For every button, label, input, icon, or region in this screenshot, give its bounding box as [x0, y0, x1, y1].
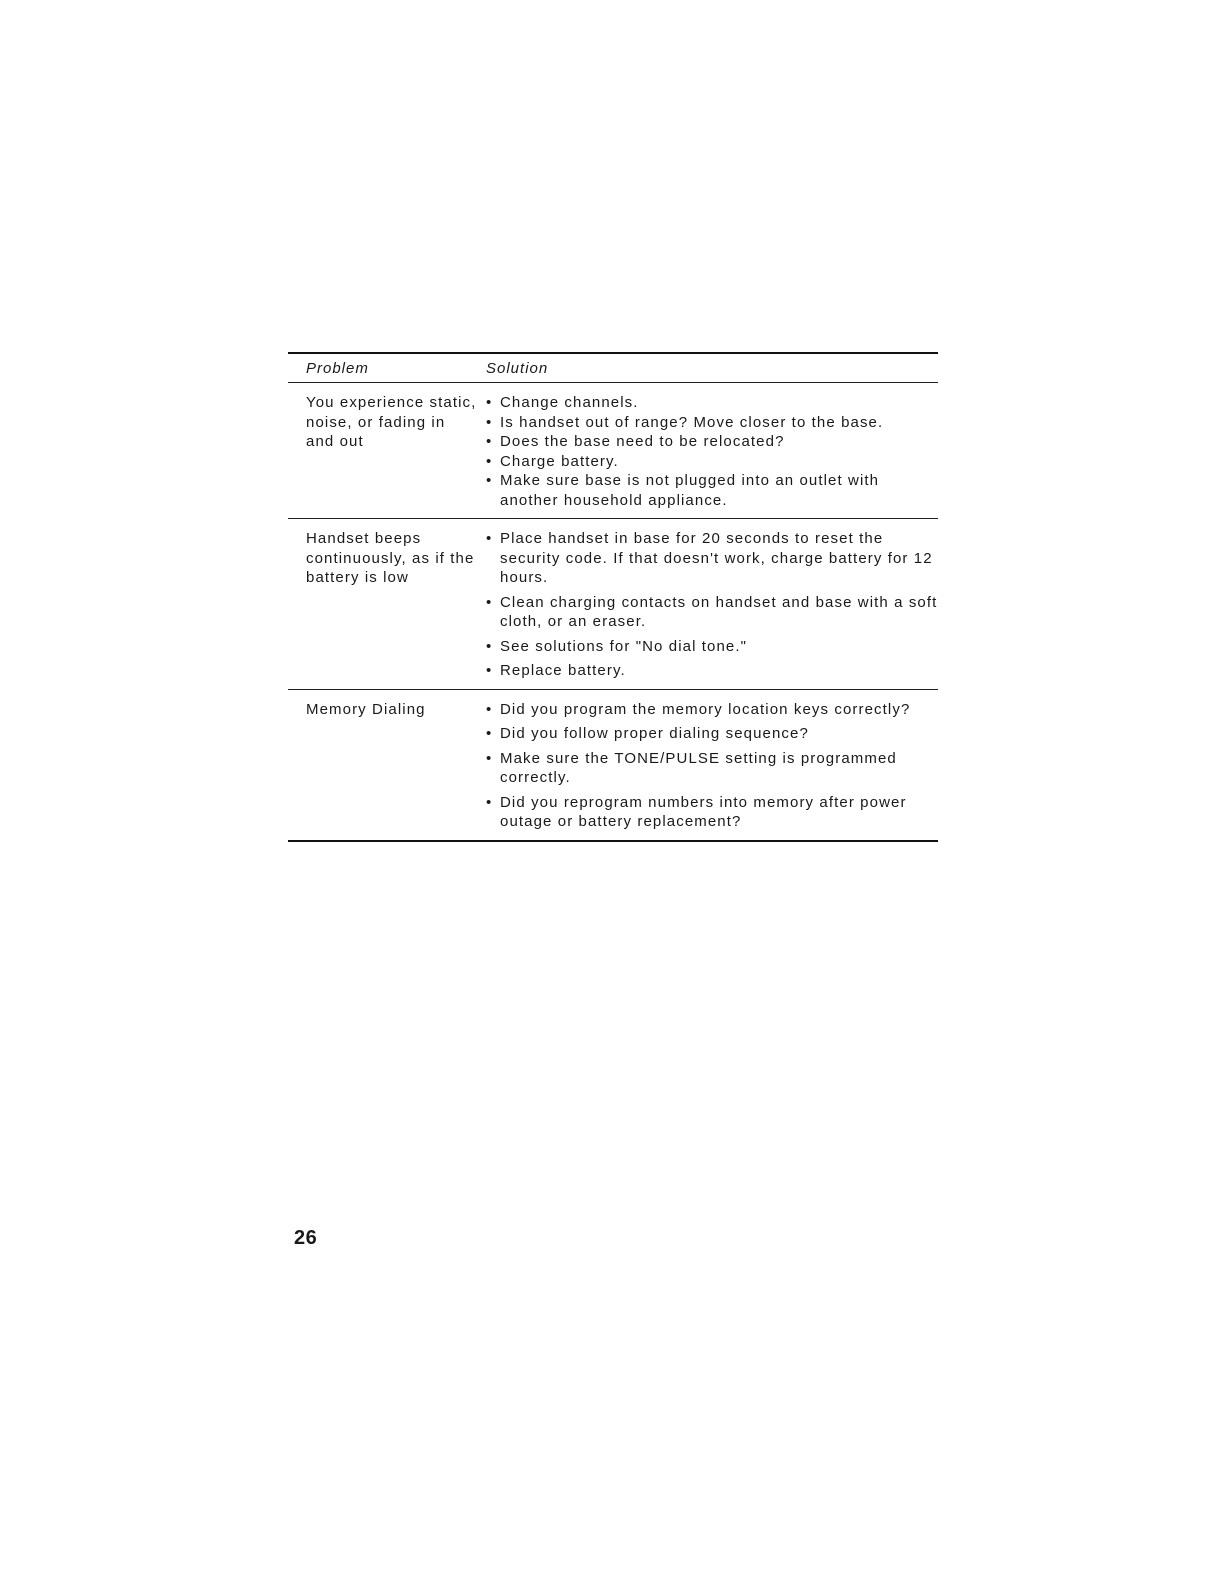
solution-text: Make sure the TONE/PULSE setting is programmed correctly.: [500, 749, 897, 786]
solution-text: Change channels.: [500, 394, 639, 411]
solution-list: [486, 529, 938, 681]
solution-item: [486, 661, 938, 681]
solution-text: Replace battery.: [500, 662, 626, 679]
page-number: 26: [294, 1227, 318, 1249]
bullet-icon: •: [486, 637, 493, 655]
troubleshooting-table: [288, 352, 938, 842]
solution-list: [486, 393, 938, 510]
problem-cell: Handset beeps continuously, as if the battery is low: [306, 530, 475, 586]
solution-list: [486, 700, 938, 832]
solution-item: [486, 724, 938, 744]
solution-text: Did you follow proper dialing sequence?: [500, 725, 809, 742]
solution-text: Does the base need to be relocated?: [500, 433, 785, 450]
problem-column-header: Problem: [306, 359, 369, 377]
solution-item: [486, 637, 938, 657]
solution-text: Did you program the memory location keys correctly?: [500, 700, 911, 718]
solution-item: [486, 749, 938, 788]
solution-item: [486, 432, 938, 452]
bullet-icon: •: [486, 452, 493, 470]
solution-item: [486, 413, 938, 433]
bullet-icon: •: [486, 793, 493, 811]
table-row: [288, 383, 938, 518]
bullet-icon: •: [486, 472, 493, 489]
bullet-icon: •: [486, 394, 493, 411]
table-row: [288, 519, 938, 689]
table-header-row: [288, 354, 938, 382]
solution-item: [486, 529, 938, 588]
solution-text: Did you reprogram numbers into memory after power outage or battery replacement?: [500, 793, 907, 830]
bullet-icon: •: [486, 749, 493, 767]
solution-text: See solutions for "No dial tone.": [500, 637, 748, 655]
solution-item: [486, 593, 938, 632]
bullet-icon: •: [486, 662, 493, 679]
problem-cell: Memory Dialing: [306, 700, 426, 718]
bullet-icon: •: [486, 725, 493, 742]
solution-text: Charge battery.: [500, 452, 619, 470]
solution-item: [486, 393, 938, 413]
solution-text: Clean charging contacts on handset and base with a soft cloth, or an eraser.: [500, 593, 938, 630]
solution-item: [486, 793, 938, 832]
solution-item: [486, 471, 938, 510]
solution-text: Place handset in base for 20 seconds to reset the security code. If that doesn't work, charge battery for 12 hours.: [500, 530, 933, 586]
bullet-icon: •: [486, 593, 493, 611]
table-row: [288, 690, 938, 840]
bullet-icon: •: [486, 413, 493, 431]
bullet-icon: •: [486, 433, 493, 450]
solution-column-header: Solution: [486, 359, 549, 377]
solution-item: [486, 700, 938, 720]
solution-item: [486, 452, 938, 472]
solution-text: Is handset out of range? Move closer to the base.: [500, 413, 884, 431]
bullet-icon: •: [486, 700, 493, 718]
table-bottom-rule: [288, 840, 938, 842]
solution-text: Make sure base is not plugged into an outlet with another household appliance.: [500, 472, 880, 509]
bullet-icon: •: [486, 530, 493, 547]
problem-cell: You experience static, noise, or fading in and out: [306, 394, 477, 450]
